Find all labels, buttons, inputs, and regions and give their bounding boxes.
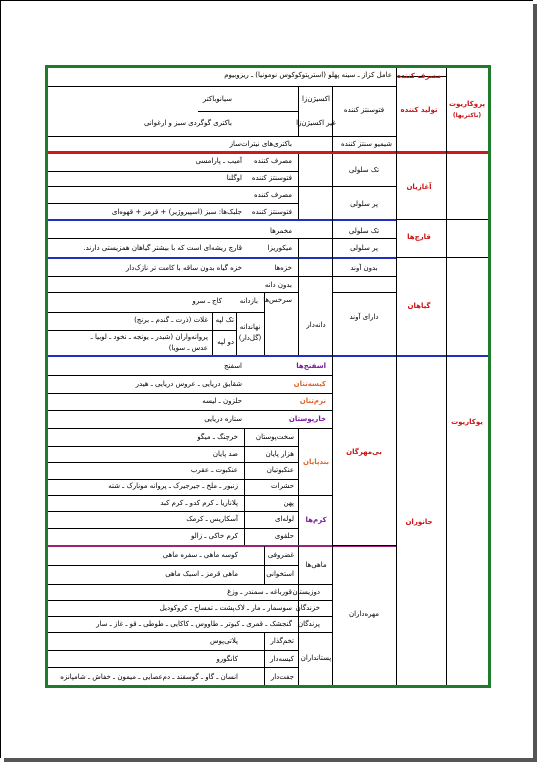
inv-sponges-ex: اسفنج [224,362,242,370]
role-consumer: مصرف کننده [396,72,442,80]
section-rule-protists [48,219,396,221]
col-line-sub [332,154,333,685]
inv-crustaceans-ex: خرچنگ ـ میگو [197,433,238,441]
row-line [48,428,332,429]
row-line [396,219,488,220]
inv-molluscs: نرم‌تنان [299,397,326,405]
protist-multi-consumer: مصرف کننده [253,191,292,199]
col-line-fungi-detail [298,238,299,257]
inv-flat-ex: پلاناریا ـ کرم کدو ـ کرم کبد [160,499,238,507]
col-line-monocot-detail [212,312,213,355]
protist-uni-consumer: مصرف کننده [253,157,292,165]
plant-gymno-ex: کاج ـ سرو [192,297,222,305]
inv-round: لوله‌ای [274,515,294,523]
section-rule-prokaryote [48,151,488,154]
kingdom-eukaryote: یوکاریوت [451,418,483,426]
row-line [48,479,298,480]
plant-dicot-ex2: عدس ـ سویا) [168,344,208,352]
inv-echinoderms: خارپوستان [288,415,326,423]
col-line-kingdom [446,68,447,685]
prok-photosynthetic: فتوسنتز کننده [343,106,385,114]
row-line [48,528,298,529]
plant-mosses: خزه‌ها [274,264,292,272]
inv-insects: حشرات [271,482,294,490]
row-line [48,86,396,87]
group-fungi: قارچ‌ها [407,233,431,241]
protist-multi-photo: فتوسنتز کننده [251,208,292,216]
plant-dicot: دو لپه [217,338,234,346]
group-plants: گیاهان [407,302,431,310]
row-line [198,111,298,112]
inv-crustaceans: سخت‌پوستان [255,433,294,441]
row-line [48,203,298,204]
protist-multicellular: پر سلولی [350,200,378,208]
table-frame-right [488,65,491,688]
inv-cnidarians: کیسه‌تنان [293,380,326,388]
row-line [48,462,298,463]
prok-consumer-examples: عامل کزاز ـ سینه پهلو (استرپتوکوکوس نومونیا) ـ ریزوبیوم [224,71,392,79]
row-line [48,410,332,411]
fungi-mycorrhiza: میکوریزا [267,244,292,252]
row-line [332,545,396,546]
kingdom-prokaryote-sub: (باکتریها) [452,112,482,119]
vert-marsupials: کیسه‌دار [270,655,294,663]
group-animals: جانوران [405,518,433,526]
col-line-angio-detail [236,312,237,355]
inv-arthropods: بندپایان [302,458,330,466]
vert-placentals: جفت‌دار [270,673,294,681]
protist-uni-photo: فتوسنتز کننده [251,174,292,182]
vert-placentals-ex: انسان ـ گاو ـ گوسفند ـ دم‌عصایی ـ میمون ـ خفاش ـ شامپانزه [60,673,238,681]
inv-segmented: حلقوی [274,532,294,540]
row-line [48,186,396,187]
section-rule-fungi [48,257,396,259]
row-line [48,292,298,293]
prok-oxygen: اکسیژن‌زا [302,95,330,103]
inv-millipedes-ex: صد پایان [212,450,238,458]
row-line [48,136,396,137]
inv-molluscs-ex: حلزون ـ لیسه [202,397,242,405]
group-protists: آغازیان [406,183,432,191]
kingdom-prokaryote: پروکاریوت [448,100,486,108]
plant-monocot-ex: غلات (ذرت ـ گندم ـ برنج) [134,316,208,324]
row-line [48,632,332,633]
plant-seed: دانه‌دار [306,321,326,329]
inv-round-ex: آسکاریس ـ کرمک [186,515,238,523]
col-line-fish-detail [298,546,299,584]
vert-cartilaginous-ex: کوسه ماهی ـ سفره ماهی [162,551,238,559]
prok-cyanobacteria: سیانوباکتر [202,95,232,103]
row-line [48,616,332,617]
row-line [48,171,298,172]
vert-cartilaginous: غضروفی [267,551,294,559]
row-line [48,312,264,313]
vert-mammals: پستانداران [300,654,332,662]
prok-non-oxygen: غیر اکسیژن‌زا [296,119,336,127]
row-line [48,600,332,601]
protist-uni-photo-ex: اوگلنا [226,174,242,182]
inv-segmented-ex: کرم خاکی ـ زالو [191,532,238,540]
vert-amphibians-ex: قورباغه ـ سمندر ـ وزغ [227,588,292,596]
inv-arachnids: عنکبوتیان [266,466,294,474]
page-shadow-bottom [4,758,537,762]
plant-vascular: دارای آوند [349,313,379,321]
vert-reptiles-ex: سوسمار ـ مار ـ لاک‌پشت ـ تمساح ـ کروکودیل [159,604,292,612]
prok-sulfur: باکتری گوگردی سبز و ارغوانی [143,119,232,127]
row-line [48,584,332,585]
col-line-arthro-detail [298,428,299,545]
row-line [396,257,488,258]
table-frame-top [45,65,491,68]
role-producer: تولید کننده [400,106,438,114]
vert-monotremes: تخم‌گذار [270,637,294,645]
row-line [48,330,236,331]
row-line [48,565,298,566]
vert-bony-ex: ماهی قرمز ـ اسبک ماهی [165,570,238,578]
page-shadow-right [533,4,537,760]
vert-fish: ماهی‌ها [305,561,327,569]
plant-gymnosperms: بازدانه [239,297,258,305]
vert-reptiles: خزندگان [295,604,320,612]
inv-flat: پهن [283,499,294,507]
fungi-unicellular: تک سلولی [348,227,380,235]
vert-birds: پرندگان [297,620,320,628]
inv-sponges: اسفنج‌ها [296,362,326,370]
prok-chemosynthetic: شیمیو سنتز کننده [340,140,392,148]
prok-nitrifying: باکتری‌های نیترات‌ساز [229,140,292,148]
vert-marsupials-ex: کانگورو [216,655,238,663]
protist-unicellular: تک سلولی [348,166,380,174]
page-border-left [0,0,1,758]
row-line [48,276,396,277]
group-vertebrates: مهره‌داران [348,610,380,618]
inv-worms: کرم‌ها [305,516,327,524]
plant-ferns: سرخس‌ها [263,296,292,304]
col-line-detail [298,86,299,136]
col-line-group [396,68,397,685]
row-line [48,511,298,512]
fungi-mycorrhiza-ex: قارچ ریشه‌ای است که با بیشتر گیاهان همزیستی دارند. [83,244,242,252]
section-rule-plants [48,355,488,357]
row-line [48,238,396,239]
plant-no-vessel: بدون آوند [350,264,378,272]
plant-seedless: بدون دانه [264,281,292,289]
row-line [48,446,298,447]
inv-echinoderms-ex: ستاره دریایی [204,415,242,423]
plant-angio-sub: (گل‌دار) [238,334,262,342]
plant-mosses-ex: خزه گیاه بدون ساقه با کامت تر نازک‌دار [125,264,242,272]
row-line [48,667,298,668]
vert-bony: استخوانی [266,570,294,578]
col-line-mammal-sub [264,632,265,685]
row-line [48,375,332,376]
protist-multi-photo-ex: جلبک‌ها: سبز (اسپیروژیر) + قرمز + قهوه‌ای [111,208,242,216]
vert-amphibians: دوزیستان [292,588,320,596]
vert-monotremes-ex: پلاتی‌پوس [209,637,238,645]
group-invertebrates: بی‌مهرگان [346,448,382,456]
inv-arachnids-ex: عنکبوت ـ عقرب [190,466,238,474]
inv-cnidarians-ex: شقایق دریایی ـ عروس دریایی ـ هیدر [135,380,242,388]
vert-birds-ex: گنجشک ـ قمری ـ کبوتر ـ طاووس ـ کاکایی ـ طوطی ـ قو ـ غاز ـ سار [96,620,292,628]
row-line [48,393,332,394]
inv-millipedes: هزار پایان [265,450,294,458]
table-frame-left [45,65,48,688]
row-line [332,292,396,293]
protist-uni-consumer-ex: آمیب ـ پارامسی [195,157,242,165]
row-line [48,650,298,651]
col-line-plant-detail [298,258,299,355]
plant-monocot: تک لپه [215,316,234,324]
table-frame-bottom [45,685,491,688]
fungi-multicellular: پر سلولی [350,244,378,252]
plant-angiosperms: نهاندانه [239,323,261,331]
plant-dicot-ex1: پروانه‌واران (شبدر ـ یونجه ـ نخود ـ لوبیا ـ [90,333,208,341]
inv-insects-ex: زنبور ـ ملخ ـ جیرجیرک ـ پروانه مونارک ـ شته [108,482,238,490]
row-line [48,495,332,496]
fungi-uni-ex: مخمرها [269,227,292,235]
page-border-top [0,0,533,1]
